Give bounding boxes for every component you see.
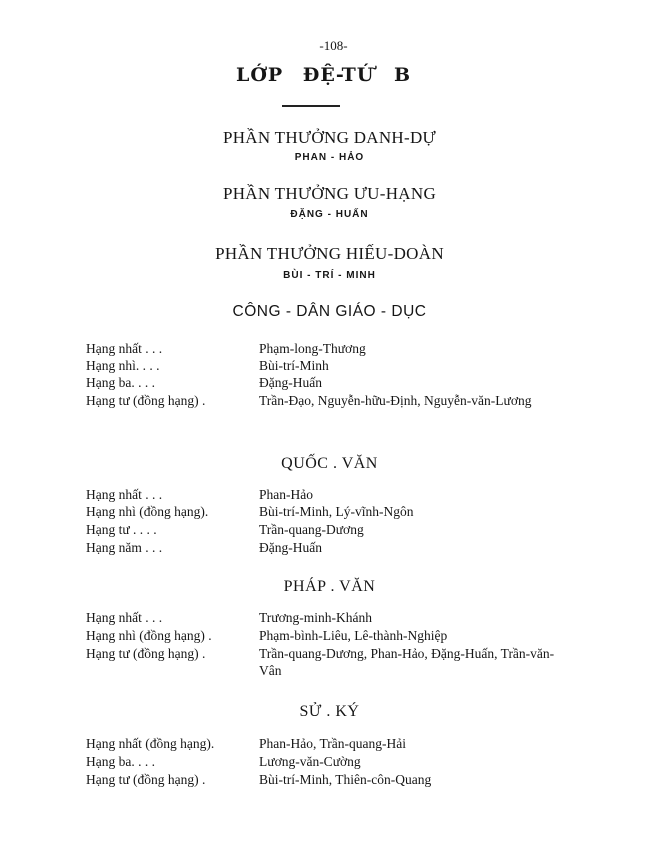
recipient-names: Trương-minh-Khánh (259, 610, 372, 625)
page-number: -108- (319, 38, 348, 53)
section-heading-history: SỬ . KÝ (299, 703, 360, 720)
recipient-names: Bùi-trí-Minh (259, 358, 329, 373)
award-heading-filial: PHẦN THƯỞNG HIẾU-DOÀN (215, 244, 444, 263)
award-heading-excellence: PHẦN THƯỞNG ƯU-HẠNG (222, 184, 437, 203)
rank-label: Hạng tư . . . . (86, 522, 157, 537)
rank-label: Hạng nhì (đồng hạng). (86, 504, 209, 519)
award-recipient-excellence: ĐẶNG - HUẤN (290, 209, 369, 220)
section-heading-civics: CÔNG - DÂN GIÁO - DỤC (232, 303, 427, 320)
rank-label: Hạng nhì. . . . (86, 358, 160, 373)
rank-label: Hạng nhất (đồng hạng). (86, 736, 215, 751)
rank-label: Hạng năm . . . (86, 540, 163, 555)
recipient-names: Đặng-Huấn (259, 540, 322, 555)
recipient-names: Bùi-trí-Minh, Lý-vĩnh-Ngôn (259, 504, 414, 519)
rank-label: Hạng nhất . . . (86, 610, 163, 625)
recipient-names: Bùi-trí-Minh, Thiên-côn-Quang (259, 772, 432, 787)
rank-label: Hạng ba. . . . (86, 375, 155, 390)
rank-label: Hạng tư (đồng hạng) . (86, 646, 206, 661)
section-heading-vietnamese: QUỐC . VĂN (281, 455, 378, 472)
recipient-names: Phan-Hảo, Trần-quang-Hải (259, 736, 406, 751)
rank-label: Hạng nhì (đồng hạng) . (86, 628, 212, 643)
title-underline (282, 105, 340, 107)
rank-label: Hạng tư (đồng hạng) . (86, 772, 206, 787)
recipient-names: Lương-văn-Cường (259, 754, 361, 769)
recipient-names: Trần-quang-Dương, Phan-Hảo, Đặng-Huấn, Trần-văn-Vân (259, 646, 555, 678)
recipient-names: Phạm-long-Thương (259, 341, 366, 356)
award-recipient-honor: PHAN - HẢO (294, 152, 365, 163)
rank-label: Hạng tư (đồng hạng) . (86, 393, 206, 408)
award-recipient-filial: BÙI - TRÍ - MINH (283, 270, 376, 281)
award-heading-honor: PHẦN THƯỞNG DANH-DỰ (222, 128, 437, 147)
rank-label: Hạng nhất . . . (86, 487, 163, 502)
recipient-names: Trần-quang-Dương (259, 522, 364, 537)
recipient-names: Đặng-Huấn (259, 375, 322, 390)
recipient-names: Phan-Hảo (259, 487, 313, 502)
section-heading-french: PHÁP . VĂN (283, 578, 376, 595)
recipient-names: Trần-Đạo, Nguyễn-hữu-Định, Nguyễn-văn-Lương (259, 393, 532, 408)
rank-label: Hạng nhất . . . (86, 341, 163, 356)
page-title: LỚP ĐỆ-TỨ B (235, 64, 412, 86)
rank-label: Hạng ba. . . . (86, 754, 155, 769)
recipient-names: Phạm-bình-Liêu, Lê-thành-Nghiệp (259, 628, 448, 643)
